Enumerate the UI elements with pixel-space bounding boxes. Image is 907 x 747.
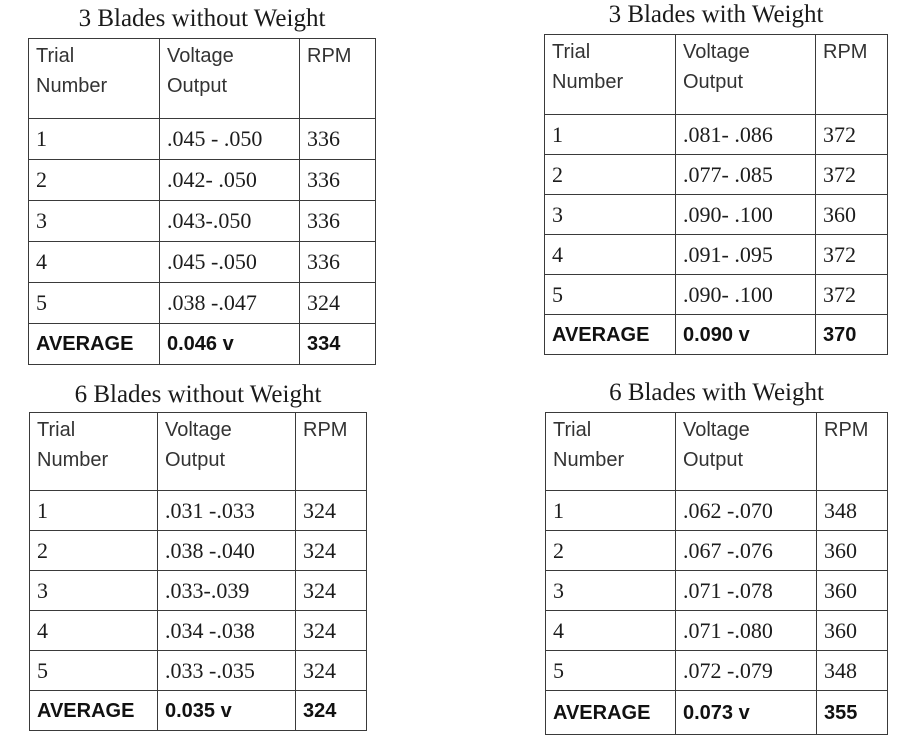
- data-table: [545, 412, 888, 735]
- voltage-cell: .090- .100: [676, 195, 816, 235]
- data-table: [28, 38, 376, 365]
- voltage-cell: .031 -.033: [158, 491, 296, 531]
- table-row: [545, 155, 888, 195]
- table-row: [546, 491, 888, 531]
- header-row: [546, 413, 888, 491]
- rpm-cell: 336: [300, 242, 376, 283]
- table-row: [545, 235, 888, 275]
- rpm-cell: 324: [296, 531, 367, 571]
- average-voltage: 0.046 v: [160, 324, 300, 365]
- average-voltage: 0.090 v: [676, 315, 816, 355]
- voltage-cell: .067 -.076: [676, 531, 817, 571]
- trial-cell: 3: [546, 571, 676, 611]
- average-rpm: 370: [816, 315, 888, 355]
- header-trial-number: Trial Number: [29, 39, 160, 119]
- voltage-cell: .077- .085: [676, 155, 816, 195]
- average-label: AVERAGE: [30, 691, 158, 731]
- rpm-cell: 372: [816, 235, 888, 275]
- voltage-cell: .072 -.079: [676, 651, 817, 691]
- table-row: [29, 119, 376, 160]
- table-row: [546, 611, 888, 651]
- rpm-cell: 372: [816, 115, 888, 155]
- voltage-cell: .038 -.040: [158, 531, 296, 571]
- header-voltage-output: Voltage Output: [676, 413, 817, 491]
- table-row: [546, 571, 888, 611]
- table-row: [29, 201, 376, 242]
- table-row: [545, 195, 888, 235]
- rpm-cell: 348: [817, 651, 888, 691]
- rpm-cell: 360: [817, 531, 888, 571]
- average-row: [545, 315, 888, 355]
- trial-cell: 3: [545, 195, 676, 235]
- trial-cell: 4: [546, 611, 676, 651]
- trial-cell: 5: [30, 651, 158, 691]
- voltage-cell: .062 -.070: [676, 491, 817, 531]
- average-rpm: 334: [300, 324, 376, 365]
- table-row: [30, 491, 367, 531]
- trial-cell: 5: [29, 283, 160, 324]
- rpm-cell: 324: [296, 651, 367, 691]
- table-row: [545, 275, 888, 315]
- table-row: [546, 651, 888, 691]
- table-row: [29, 160, 376, 201]
- rpm-cell: 324: [296, 571, 367, 611]
- table-row: [30, 611, 367, 651]
- table-row: [546, 531, 888, 571]
- average-voltage: 0.073 v: [676, 691, 817, 735]
- header-voltage-output: Voltage Output: [158, 413, 296, 491]
- table-title: 3 Blades without Weight: [78, 5, 326, 32]
- average-label: AVERAGE: [546, 691, 676, 735]
- average-label: AVERAGE: [29, 324, 160, 365]
- header-row: [30, 413, 367, 491]
- table-row: [30, 651, 367, 691]
- average-row: [30, 691, 367, 731]
- trial-cell: 2: [30, 531, 158, 571]
- header-trial-number: Trial Number: [545, 35, 676, 115]
- header-trial-number: Trial Number: [546, 413, 676, 491]
- voltage-cell: .071 -.078: [676, 571, 817, 611]
- trial-cell: 4: [545, 235, 676, 275]
- header-rpm: RPM: [817, 413, 888, 491]
- voltage-cell: .090- .100: [676, 275, 816, 315]
- rpm-cell: 348: [817, 491, 888, 531]
- voltage-cell: .045 -.050: [160, 242, 300, 283]
- rpm-cell: 336: [300, 119, 376, 160]
- header-rpm: RPM: [816, 35, 888, 115]
- rpm-cell: 336: [300, 160, 376, 201]
- table-title: 6 Blades with Weight: [609, 379, 824, 406]
- table-row: [29, 283, 376, 324]
- trial-cell: 4: [30, 611, 158, 651]
- rpm-cell: 324: [296, 491, 367, 531]
- trial-cell: 2: [546, 531, 676, 571]
- header-rpm: RPM: [300, 39, 376, 119]
- voltage-cell: .045 - .050: [160, 119, 300, 160]
- header-voltage-output: Voltage Output: [160, 39, 300, 119]
- trial-cell: 1: [546, 491, 676, 531]
- header-row: [545, 35, 888, 115]
- trial-cell: 2: [29, 160, 160, 201]
- voltage-cell: .081- .086: [676, 115, 816, 155]
- data-table: [29, 412, 367, 731]
- trial-cell: 3: [30, 571, 158, 611]
- voltage-cell: .043-.050: [160, 201, 300, 242]
- table-row: [29, 242, 376, 283]
- rpm-cell: 360: [816, 195, 888, 235]
- average-row: [546, 691, 888, 735]
- trial-cell: 1: [30, 491, 158, 531]
- average-row: [29, 324, 376, 365]
- average-rpm: 355: [817, 691, 888, 735]
- average-voltage: 0.035 v: [158, 691, 296, 731]
- table-title: 3 Blades with Weight: [608, 1, 824, 28]
- header-row: [29, 39, 376, 119]
- trial-cell: 5: [546, 651, 676, 691]
- header-voltage-output: Voltage Output: [676, 35, 816, 115]
- rpm-cell: 372: [816, 275, 888, 315]
- rpm-cell: 372: [816, 155, 888, 195]
- voltage-cell: .033-.039: [158, 571, 296, 611]
- table-title: 6 Blades without Weight: [74, 381, 322, 408]
- voltage-cell: .034 -.038: [158, 611, 296, 651]
- header-rpm: RPM: [296, 413, 367, 491]
- table-row: [30, 531, 367, 571]
- voltage-cell: .091- .095: [676, 235, 816, 275]
- trial-cell: 3: [29, 201, 160, 242]
- trial-cell: 1: [29, 119, 160, 160]
- rpm-cell: 324: [296, 611, 367, 651]
- voltage-cell: .042- .050: [160, 160, 300, 201]
- table-row: [545, 115, 888, 155]
- trial-cell: 5: [545, 275, 676, 315]
- header-trial-number: Trial Number: [30, 413, 158, 491]
- rpm-cell: 360: [817, 571, 888, 611]
- average-label: AVERAGE: [545, 315, 676, 355]
- rpm-cell: 324: [300, 283, 376, 324]
- voltage-cell: .033 -.035: [158, 651, 296, 691]
- rpm-cell: 336: [300, 201, 376, 242]
- trial-cell: 2: [545, 155, 676, 195]
- table-row: [30, 571, 367, 611]
- data-table: [544, 34, 888, 355]
- average-rpm: 324: [296, 691, 367, 731]
- rpm-cell: 360: [817, 611, 888, 651]
- trial-cell: 4: [29, 242, 160, 283]
- trial-cell: 1: [545, 115, 676, 155]
- voltage-cell: .071 -.080: [676, 611, 817, 651]
- voltage-cell: .038 -.047: [160, 283, 300, 324]
